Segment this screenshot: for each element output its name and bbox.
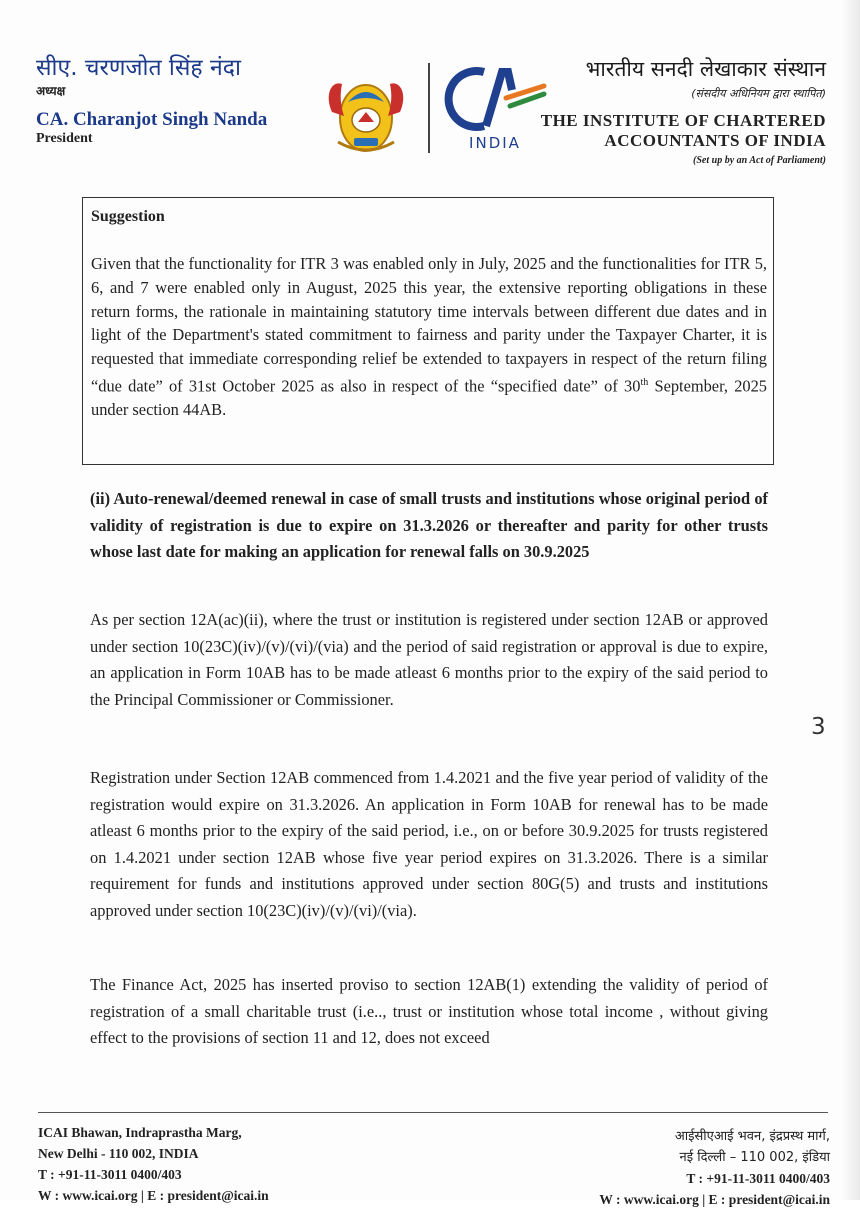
institute-title-line2: ACCOUNTANTS OF INDIA	[604, 131, 826, 150]
footer-address-english	[38, 1122, 269, 1206]
logo-india-text: INDIA	[469, 134, 521, 152]
page-number: 3	[811, 714, 826, 740]
paragraph-1: As per section 12A(ac)(ii), where the trust or institution is registered under section 12AB or approved under section 10(23C)(iv)/(v)/(vi)/(via) and the period of said registration or approval is due to expire, an application in Form 10AB has to be made atleast 6 months prior to the expiry of the said period to the Principal Commissioner or Commissioner.	[90, 610, 768, 709]
page-edge-shadow	[842, 0, 860, 1200]
president-role-hindi: अध्यक्ष	[36, 84, 66, 98]
institute-block	[541, 56, 826, 166]
icai-emblem-icon	[318, 72, 414, 156]
suggestion-text-part1: Given that the functionality for ITR 3 was enabled only in July, 2025 and the functionalities for ITR 5, 6, and 7 were enabled only in August, 2025 this year, the extensive reporting obligations in these return forms, the rationale in maintaining statutory time intervals between different due dates and in light of the Department's stated commitment to fairness and parity under the Taxpayer Charter, it is requested that immediate corresponding relief be extended to taxpayers in respect of the return filing “due date” of 31st October 2025 as also in respect of the “specified date” of 30	[91, 254, 767, 396]
suggestion-body	[91, 252, 767, 422]
footer-right-line1: आईसीएआई भवन, इंद्रप्रस्थ मार्ग,	[674, 1129, 830, 1144]
suggestion-title: Suggestion	[91, 208, 165, 225]
section-heading: (ii) Auto-renewal/deemed renewal in case of small trusts and institutions whose original period of validity of registration is due to expire on 31.3.2026 or thereafter and parity for other trusts whose last date for making an application for renewal falls on 30.9.2025	[90, 489, 768, 561]
footer-right-line2: नई दिल्ली – 110 002, इंडिया	[679, 1150, 830, 1165]
footer-right-web-email: W : www.icai.org | E : president@icai.in	[599, 1192, 830, 1207]
footer-left-phone: T : +91-11-3011 0400/403	[38, 1167, 182, 1182]
paragraph-3: The Finance Act, 2025 has inserted proviso to section 12AB(1) extending the validity of period of registration of a small charitable trust (i.e.., trust or institution whose total income , without giving effect to the provisions of section 11 and 12, does not exceed	[90, 975, 768, 1047]
president-block	[36, 54, 267, 147]
president-role-english: President	[36, 131, 93, 146]
footer-left-line1: ICAI Bhawan, Indraprastha Marg,	[38, 1125, 242, 1140]
institute-subtitle-english: (Set up by an Act of Parliament)	[693, 155, 826, 166]
paragraph-2: Registration under Section 12AB commenced from 1.4.2021 and the five year period of validity of the registration would expire on 31.3.2026. An application in Form 10AB for renewal has to be made atleast 6 months prior to the expiry of the said period, i.e., on or before 30.9.2025 for trusts registered on 1.4.2021 under section 12AB whose five year period expires on 31.3.2026. There is a similar requirement for funds and institutions approved under section 80G(5) and trusts and institutions approved under section 10(23C)(iv)/(v)/(vi)/(via).	[90, 768, 768, 920]
institute-subtitle-hindi: (संसदीय अधिनियम द्वारा स्थापित)	[691, 87, 826, 100]
president-name-english: CA. Charanjot Singh Nanda	[36, 109, 268, 130]
header-divider	[428, 63, 430, 153]
ca-india-logo-icon	[440, 60, 550, 152]
footer-address-hindi	[599, 1126, 830, 1210]
president-name-hindi: सीए. चरणजोत सिंह नंदा	[36, 55, 241, 81]
institute-title-line1: THE INSTITUTE OF CHARTERED	[540, 111, 826, 130]
suggestion-text-part2: September, 2025 under section 44AB.	[91, 376, 767, 420]
institute-title-hindi: भारतीय सनदी लेखाकार संस्थान	[585, 57, 826, 81]
footer-right-phone: T : +91-11-3011 0400/403	[686, 1171, 830, 1186]
footer-left-web-email: W : www.icai.org | E : president@icai.in	[38, 1188, 269, 1203]
suggestion-superscript: th	[640, 376, 649, 388]
footer-left-line2: New Delhi - 110 002, INDIA	[38, 1146, 199, 1161]
footer-rule	[38, 1112, 828, 1113]
suggestion-box	[82, 197, 774, 465]
